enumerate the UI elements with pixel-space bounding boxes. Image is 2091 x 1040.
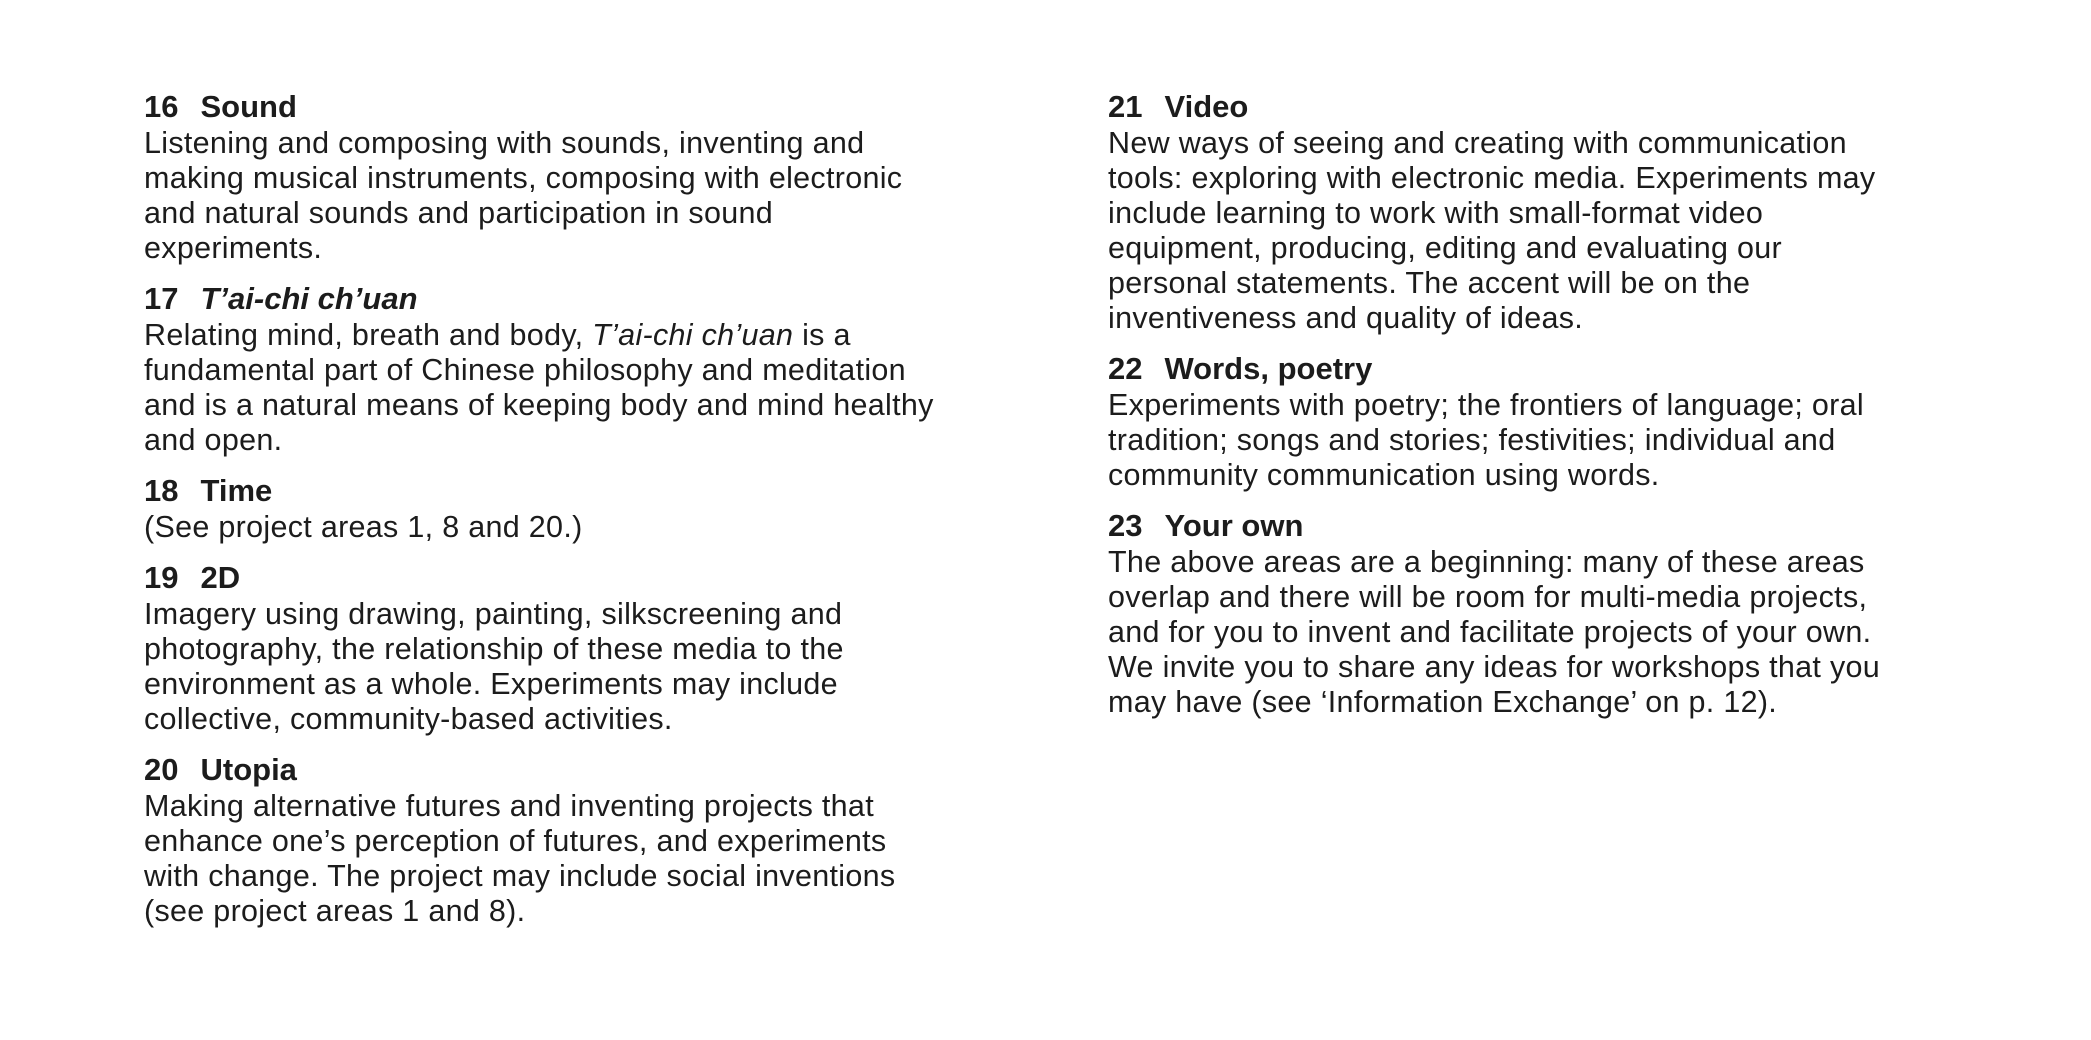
body-line: inventiveness and quality of ideas.: [1108, 301, 1584, 335]
body-line: enhance one’s perception of futures, and experiments: [144, 824, 887, 858]
section-heading: [1108, 350, 1988, 388]
section-body: [1108, 545, 1988, 720]
body-line: making musical instruments, composing with electronic: [144, 161, 903, 195]
section-body: [1108, 126, 1988, 336]
body-text-run: Relating mind, breath and body,: [144, 318, 593, 352]
body-line: environment as a whole. Experiments may include: [144, 667, 838, 701]
section-title: Video: [1164, 89, 1249, 124]
section-heading: [144, 88, 1024, 126]
section-heading: [144, 280, 1024, 318]
body-line: photography, the relationship of these media to the: [144, 632, 844, 666]
body-line: and open.: [144, 423, 283, 457]
section-19-2d: [144, 559, 1024, 737]
body-line: Experiments with poetry; the frontiers of language; oral: [1108, 388, 1864, 422]
section-heading: [144, 751, 1024, 789]
section-title: T’ai-chi ch’uan: [200, 281, 418, 316]
body-line: Imagery using drawing, painting, silkscreening and: [144, 597, 843, 631]
body-line: community communication using words.: [1108, 458, 1660, 492]
section-number: 19: [144, 560, 179, 595]
body-line: The above areas are a beginning: many of these areas: [1108, 545, 1865, 579]
body-line: include learning to work with small-format video: [1108, 196, 1764, 230]
section-22-words-poetry: [1108, 350, 1988, 493]
body-line: (see project areas 1 and 8).: [144, 894, 526, 928]
section-heading: [144, 472, 1024, 510]
section-heading: [1108, 507, 1988, 545]
body-italic-term: T’ai-chi ch’uan: [592, 318, 794, 352]
body-line: fundamental part of Chinese philosophy and meditation: [144, 353, 906, 387]
body-line: with change. The project may include social inventions: [144, 859, 896, 893]
section-body: [144, 510, 1024, 545]
right-column: [1108, 88, 1988, 734]
body-line: [144, 318, 1024, 353]
section-17-taichi: [144, 280, 1024, 458]
body-line: and is a natural means of keeping body and mind healthy: [144, 388, 934, 422]
section-body: [144, 789, 1024, 929]
section-title: Utopia: [200, 752, 297, 787]
section-body: [1108, 388, 1988, 493]
body-line: experiments.: [144, 231, 323, 265]
body-line: personal statements. The accent will be on the: [1108, 266, 1751, 300]
body-line: tradition; songs and stories; festivities; individual and: [1108, 423, 1836, 457]
section-title: Words, poetry: [1164, 351, 1373, 386]
body-line: equipment, producing, editing and evaluating our: [1108, 231, 1783, 265]
section-title: Time: [200, 473, 273, 508]
section-title: 2D: [200, 560, 241, 595]
section-heading: [144, 559, 1024, 597]
body-line: overlap and there will be room for multi-media projects,: [1108, 580, 1868, 614]
body-line: tools: exploring with electronic media. Experiments may: [1108, 161, 1876, 195]
section-number: 16: [144, 89, 179, 124]
section-title: Sound: [200, 89, 297, 124]
body-line: New ways of seeing and creating with communication: [1108, 126, 1847, 160]
section-number: 17: [144, 281, 179, 316]
section-body: [144, 126, 1024, 266]
section-number: 22: [1108, 351, 1143, 386]
section-23-your-own: [1108, 507, 1988, 720]
section-18-time: [144, 472, 1024, 545]
body-line: (See project areas 1, 8 and 20.): [144, 510, 583, 544]
section-title: Your own: [1164, 508, 1304, 543]
body-line: We invite you to share any ideas for workshops that you: [1108, 650, 1881, 684]
section-20-utopia: [144, 751, 1024, 929]
section-number: 21: [1108, 89, 1143, 124]
body-line: collective, community-based activities.: [144, 702, 673, 736]
section-number: 23: [1108, 508, 1143, 543]
body-line: Making alternative futures and inventing projects that: [144, 789, 874, 823]
section-21-video: [1108, 88, 1988, 336]
section-heading: [1108, 88, 1988, 126]
body-text-run: is a: [793, 318, 851, 352]
section-number: 20: [144, 752, 179, 787]
left-column: [144, 88, 1024, 943]
section-number: 18: [144, 473, 179, 508]
section-body: [144, 318, 1024, 458]
body-line: and natural sounds and participation in sound: [144, 196, 774, 230]
section-16-sound: [144, 88, 1024, 266]
body-line: may have (see ‘Information Exchange’ on p. 12).: [1108, 685, 1778, 719]
body-line: and for you to invent and facilitate projects of your own.: [1108, 615, 1872, 649]
body-line: Listening and composing with sounds, inventing and: [144, 126, 865, 160]
section-body: [144, 597, 1024, 737]
